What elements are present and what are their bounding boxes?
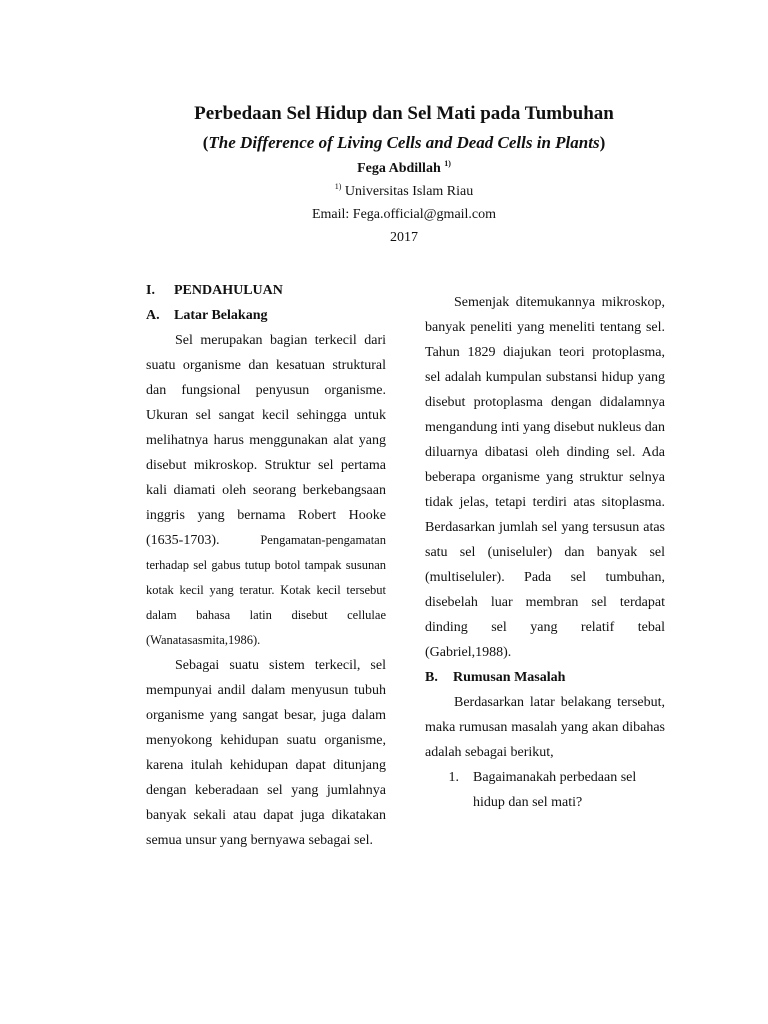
list-item <box>425 765 665 815</box>
subsection-number: A. <box>146 308 160 323</box>
publication-year: 2017 <box>390 230 418 245</box>
section-title: PENDAHULUAN <box>174 283 283 298</box>
paper-subtitle <box>0 133 768 153</box>
author-superscript: 1) <box>444 159 451 168</box>
author-email: Email: Fega.official@gmail.com <box>311 207 497 222</box>
left-column <box>146 278 386 853</box>
subsection-title: Latar Belakang <box>174 308 268 323</box>
right-column <box>425 290 665 815</box>
paragraph: Semenjak ditemukannya mikroskop, banyak peneliti yang meneliti tentang sel. Tahun 1829 diajukan teori protoplasma, sel adalah kumpulan substansi hidup yang disebut protoplasma dengan didalamnya mengandung inti yang disebut nukleus dan diluarnya dibatasi oleh dinding sel. Ada beberapa organisme yang struktur selnya tidak jelas, tetapi terdiri atas sitoplasma. Berdasarkan jumlah sel yang tersusun atas satu sel (uniseluler) dan banyak sel (multiseluler). Pada sel tumbuhan, disebelah luar membran sel terdapat dinding sel yang relatif tebal (Gabriel,1988). <box>425 295 665 660</box>
paragraph: Berdasarkan latar belakang tersebut, maka rumusan masalah yang akan dibahas adalah sebagai berikut, <box>425 695 665 760</box>
subsection-title: Rumusan Masalah <box>453 670 566 685</box>
subtitle-english: The Difference of Living Cells and Dead Cells in Plants <box>208 133 600 152</box>
subsection-number: B. <box>425 670 438 685</box>
paragraph-text-small: Pengamatan-pengamatan terhadap sel gabus tutup botol tampak susunan kotak kecil yang teratur. Kotak kecil tersebut dalam bahasa latin disebut cellulae (Wanatasasmita,1986). <box>146 533 386 647</box>
paper-title: Perbedaan Sel Hidup dan Sel Mati pada Tumbuhan <box>194 103 614 124</box>
affiliation-line <box>0 184 768 200</box>
author-name: Fega Abdillah <box>357 161 441 176</box>
subtitle-close-paren: ) <box>599 133 606 152</box>
paragraph <box>146 328 386 653</box>
affiliation-superscript: 1) <box>334 182 342 191</box>
section-heading-intro <box>146 278 386 303</box>
paragraph-text: Sel merupakan bagian terkecil dari suatu organisme dan kesatuan struktural dan fungsional penyusun organisme. Ukuran sel sangat kecil sehingga untuk melihatnya harus menggunakan alat yang disebut mikroskop. Struktur sel pertama kali diamati oleh seorang berkebangsaan inggris yang bernama Robert Hooke (1635-1703). <box>146 333 386 548</box>
paragraph: Sebagai suatu sistem terkecil, sel mempunyai andil dalam menyusun tubuh organisme yang sangat besar, juga dalam menyokong kehidupan suatu organisme, karena itulah kehidupan dapat ditunjang dengan keberadaan sel yang jumlahnya banyak sekali atau dapat juga dikatakan semua unsur yang bernyawa sebagai sel. <box>146 658 386 848</box>
section-number: I. <box>146 283 155 298</box>
list-item-number: 1. <box>448 770 459 785</box>
subsection-heading-background <box>146 303 386 328</box>
subsection-heading-problem <box>425 665 665 690</box>
list-item-text: Bagaimanakah perbedaan sel hidup dan sel mati? <box>473 770 637 810</box>
affiliation-name: Universitas Islam Riau <box>344 184 474 199</box>
subtitle-open-paren: ( <box>202 133 209 152</box>
author-line <box>0 161 768 177</box>
